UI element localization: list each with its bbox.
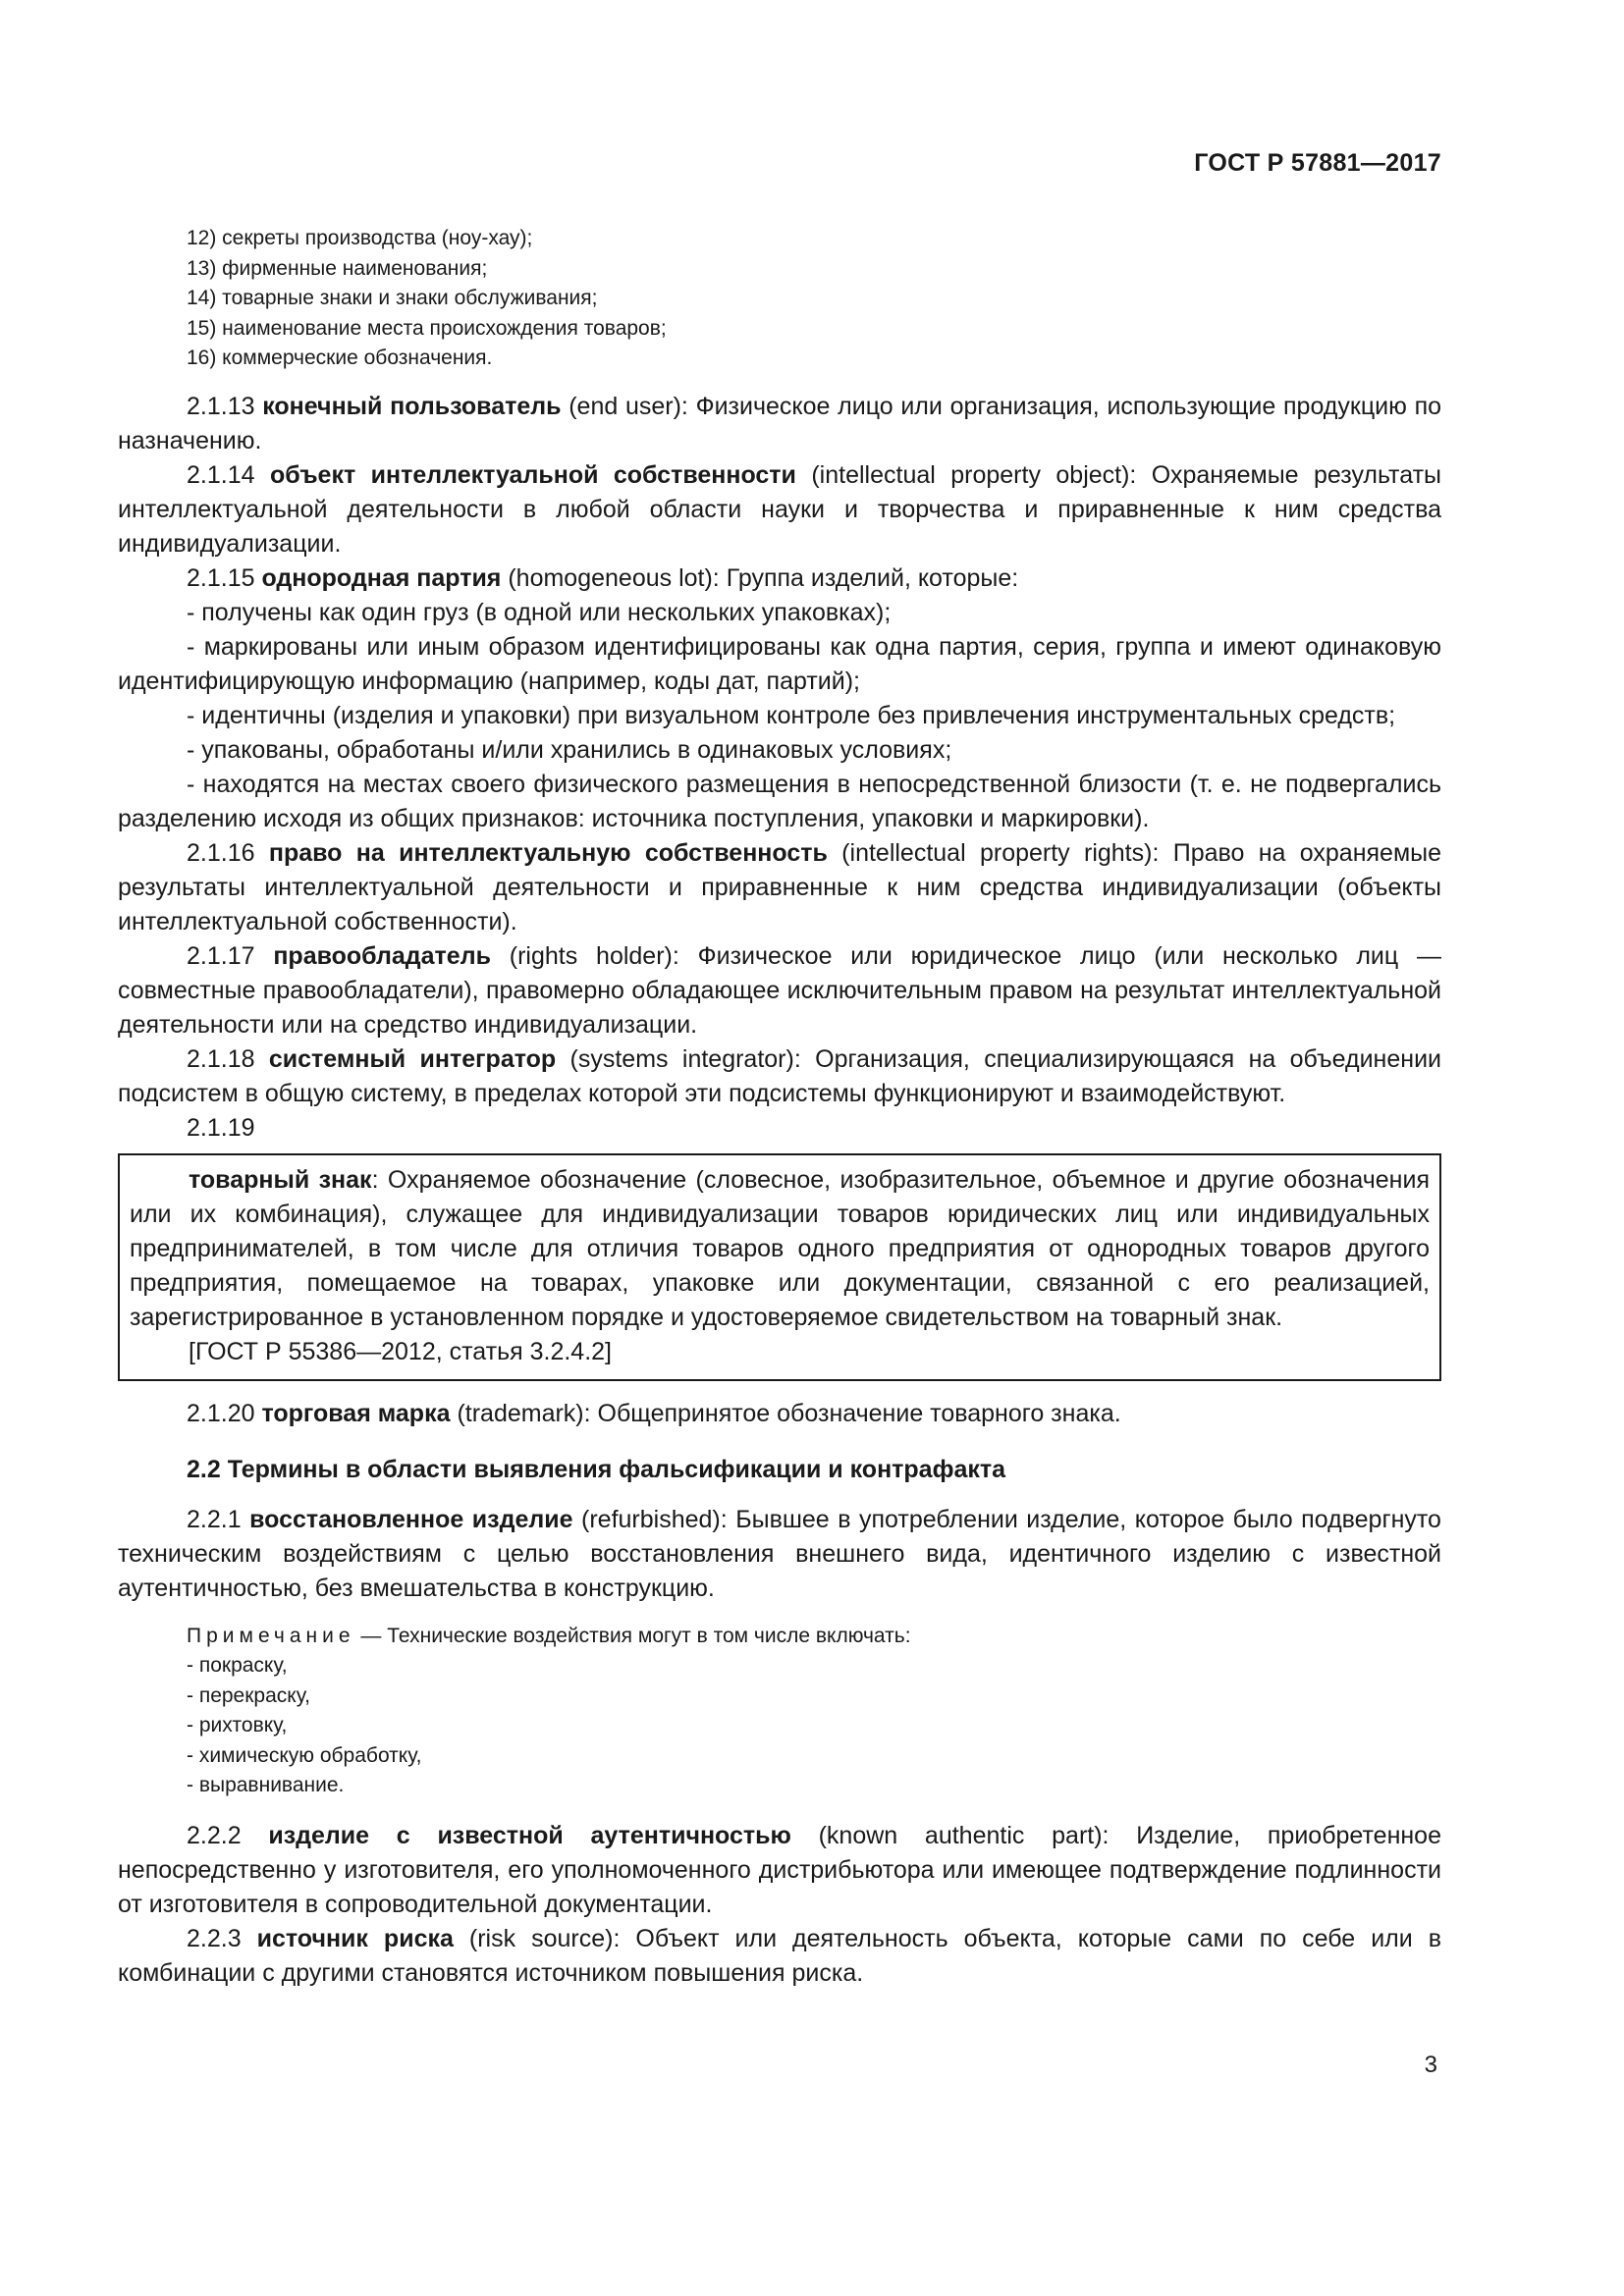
term-number: 2.1.16 [187,838,269,867]
term-name: источник риска [256,1924,454,1952]
term-definition: (end user): Физическое лицо или организация, использующие продукцию по назначению. [118,392,1442,454]
term-2-1-16 [118,836,1441,939]
term-2-2-3 [118,1922,1441,1991]
page-number: 3 [1424,2052,1437,2078]
note-heading [187,1622,1441,1652]
quoted-definition-box [118,1153,1441,1381]
term-definition: (systems integrator): Организация, специализирующаяся на объединении подсистем в общую систему, в пределах которой эти подсистемы функционируют и взаимодействуют. [118,1044,1441,1107]
term-definition: (trademark): Общепринятое обозначение товарного знака. [450,1399,1121,1427]
term-2-1-17 [118,939,1441,1042]
top-list [118,224,1441,374]
term-name: правообладатель [273,941,491,970]
document-header: ГОСТ Р 57881—2017 [1194,149,1441,177]
term-number: 2.1.18 [187,1044,269,1073]
page-content [118,224,1441,1991]
term-definition: (homogeneous lot): Группа изделий, которые: [501,563,1019,592]
term-number: 2.1.17 [187,941,274,970]
term-name: товарный знак [189,1165,372,1194]
note-item: - перекраску, [187,1683,310,1707]
note-block [118,1622,1441,1801]
term-2-1-18 [118,1042,1441,1111]
term-2-1-13 [118,390,1441,458]
term-definition: (known authentic part): Изделие, приобретенное непосредственно у изготовителя, его уполномоченного дистрибьютора или имеющее подтверждение подлинности от изготовителя в сопроводительной документации. [118,1821,1441,1918]
lot-criterion: - находятся на местах своего физического размещения в непосредственной близости (т. е. не подвергались разделению исходя из общих признаков: источника поступления, упаковки и маркировки). [118,770,1441,832]
term-name: объект интеллектуальной собственности [269,460,796,489]
lot-criterion: - идентичны (изделия и упаковки) при визуальном контроле без привлечения инструментальных средств; [187,701,1396,729]
term-definition: (rights holder): Физическое или юридическое лицо (или несколько лиц — совместные правообладатели), правомерно обладающее исключительным правом на результат интеллектуальной деятельности или на средство индивидуализации. [118,941,1442,1039]
term-number: 2.1.14 [187,460,270,489]
term-definition: (refurbished): Бывшее в употреблении изделие, которое было подвергнуто техническим воздействиям с целью восстановления внешнего вида, идентичного изделию с известной аутентичностью, без вмешательства в конструкцию. [118,1505,1441,1602]
term-2-2-1 [118,1503,1441,1606]
term-number: 2.2.1 [187,1505,250,1533]
term-2-1-19-number: 2.1.19 [187,1113,255,1142]
term-2-1-14 [118,458,1441,561]
note-label: Примечание [187,1624,355,1647]
list-item: 14) товарные знаки и знаки обслуживания; [187,287,598,309]
list-item: 13) фирменные наименования; [187,256,488,280]
term-number: 2.1.13 [187,392,263,420]
list-item: 15) наименование места происхождения товаров; [187,316,667,340]
term-number: 2.2.3 [187,1924,257,1952]
note-item: - покраску, [187,1654,288,1677]
term-name: изделие с известной аутентичностью [268,1821,791,1849]
list-item: 16) коммерческие обозначения. [187,347,493,369]
term-number: 2.2.2 [187,1821,269,1849]
source-reference: [ГОСТ Р 55386—2012, статья 3.2.4.2] [189,1337,612,1365]
term-2-1-15 [118,561,1441,596]
trademark-definition [130,1163,1430,1335]
lot-criterion: - упакованы, обработаны и/или хранились в одинаковых условиях; [187,735,952,764]
note-item: - выравнивание. [187,1774,345,1796]
term-name: восстановленное изделие [249,1505,573,1533]
note-text: — Технические воздействия могут в том числе включать: [354,1624,911,1647]
list-item: 12) секреты производства (ноу-хау); [187,227,533,249]
section-heading: 2.2 Термины в области выявления фальсификации и контрафакта [187,1455,1006,1483]
note-item: - химическую обработку, [187,1743,422,1767]
term-name: торговая марка [261,1399,451,1427]
note-item: - рихтовку, [187,1714,288,1736]
term-definition: (risk source): Объект или деятельность объекта, которые сами по себе или в комбинации с другими становятся источником повышения риска. [118,1924,1441,1987]
term-definition: (intellectual property object): Охраняемые результаты интеллектуальной деятельности в любой области науки и творчества и приравненные к ним средства индивидуализации. [118,460,1442,558]
term-number: 2.1.20 [187,1399,262,1427]
term-2-2-2 [118,1819,1441,1922]
term-name: однородная партия [261,563,502,592]
term-definition: (intellectual property rights): Право на охраняемые результаты интеллектуальной деятельности и приравненные к ним средства индивидуализации (объекты интеллектуальной собственности). [118,838,1442,935]
term-name: конечный пользователь [262,392,562,420]
term-name: системный интегратор [268,1044,557,1073]
term-2-1-20 [118,1397,1441,1431]
term-definition: : Охраняемое обозначение (словесное, изобразительное, объемное и другие обозначения или их комбинация), служащее для индивидуализации товаров юридических лиц или индивидуальных предпринимателей, в том числе для отличия товаров одного предприятия от однородных товаров другого предприятия, помещаемое на товарах, упаковке или документации, связанной с его реализацией, зарегистрированное в установленном порядке и удостоверяемое свидетельством на товарный знак. [130,1165,1430,1331]
lot-criterion: - маркированы или иным образом идентифицированы как одна партия, серия, группа и имеют одинаковую идентифицирующую информацию (например, коды дат, партий); [118,632,1441,695]
term-name: право на интеллектуальную собственность [268,838,828,867]
lot-criterion: - получены как один груз (в одной или нескольких упаковках); [187,598,892,626]
term-number: 2.1.15 [187,563,262,592]
